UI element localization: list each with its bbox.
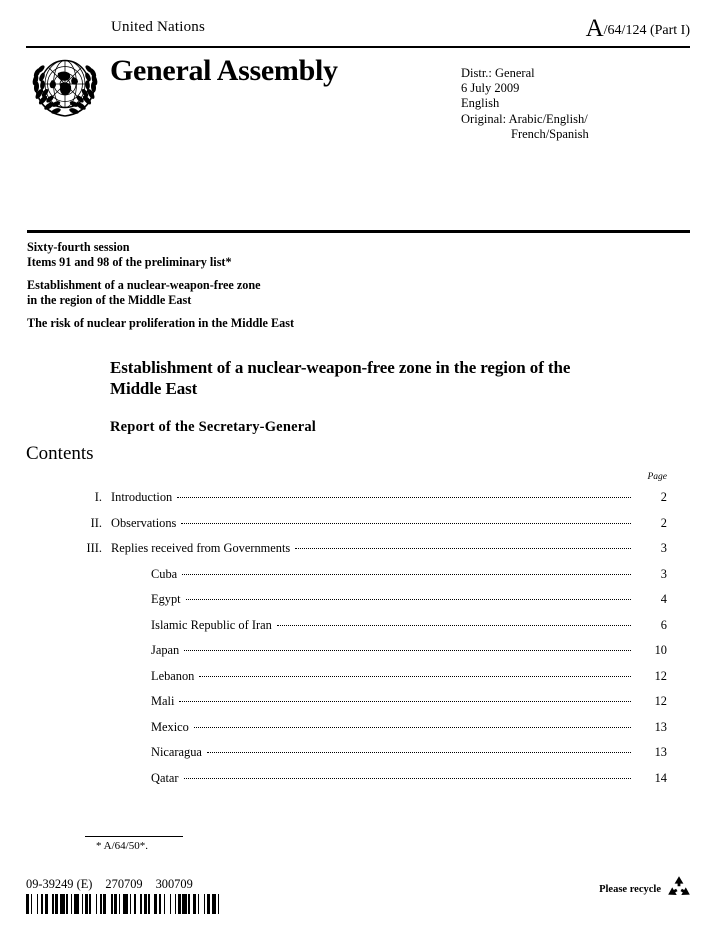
toc-entry[interactable] [26,592,671,618]
toc-entry[interactable] [26,745,671,771]
toc-entry[interactable] [26,490,671,516]
toc-leader-dots [184,650,631,651]
masthead-divider [26,46,690,48]
toc-entry-label: Observations [111,515,177,530]
toc-entry-label: Mexico [151,719,189,734]
toc-entry-label: Replies received from Governments [111,541,291,555]
toc-entry-label: Cuba [151,566,178,581]
un-emblem [28,53,102,119]
agenda-items-line: Items 91 and 98 of the preliminary list* [27,254,232,269]
footnote-divider [85,836,183,837]
toc-entry-page: 12 [654,668,667,683]
toc-entry-label: Japan [151,643,180,657]
distribution-original: Original: Arabic/English/ [461,111,588,126]
toc-entry-page: 14 [654,770,667,785]
session-number: Sixty-fourth session [27,240,130,254]
job-date-code-2: 300709 [155,877,193,891]
document-symbol-rest: /64/124 (Part I) [603,23,690,38]
toc-leader-dots [182,574,631,575]
distribution-language: English [461,96,500,111]
organization-name: United Nations [111,19,206,35]
toc-entry-label: Egypt [151,592,181,606]
document-subtitle: Report of the Secretary-General [110,419,317,435]
toc-entry-label: Nicaragua [151,745,202,759]
recycle-icon [666,875,692,904]
recycle-label: Please recycle [599,884,661,895]
distribution-date: 6 July 2009 [461,81,520,96]
toc-entry[interactable] [26,567,671,593]
toc-entry[interactable] [26,643,671,669]
page-column-header: Page [647,472,667,482]
job-number [26,877,193,892]
toc-entry-number: I. [94,490,102,504]
organ-name: General Assembly [110,54,338,87]
document-symbol [586,16,690,41]
toc-entry-page: 6 [660,617,667,632]
toc-entry[interactable] [26,516,671,542]
toc-leader-dots [199,676,631,677]
toc-entry-label: Qatar [151,770,179,785]
toc-entry-page: 10 [654,643,667,657]
recycle-notice [599,875,692,904]
toc-entry[interactable] [26,720,671,746]
session-block [27,240,294,331]
toc-leader-dots [181,523,631,524]
document-title: Establishment of a nuclear-weapon-free zone in the region of the Middle East [110,358,571,398]
toc-entry-page: 4 [660,592,667,606]
toc-entry-label: Mali [151,694,175,708]
toc-entry-number: III. [86,541,102,555]
job-number-code: 09-39249 (E) [26,877,93,891]
toc-entry-label: Introduction [111,490,173,504]
table-of-contents [26,472,671,796]
agenda-item-2: The risk of nuclear proliferation in the Middle East [27,316,294,331]
toc-leader-dots [179,701,631,702]
toc-entry[interactable] [26,669,671,695]
barcode [26,894,222,914]
toc-entry[interactable] [26,618,671,644]
toc-entry-label: Lebanon [151,668,195,683]
footnote-text: * A/64/50*. [96,840,148,852]
toc-entry[interactable] [26,541,671,567]
agenda-item-1-line2: in the region of the Middle East [27,292,192,307]
toc-leader-dots [186,599,631,600]
toc-entry-page: 3 [660,566,667,581]
distribution-block [461,66,589,142]
job-date-code-1: 270709 [105,877,143,891]
session-divider [27,230,690,233]
agenda-item-1-line1: Establishment of a nuclear-weapon-free zone [27,278,261,293]
toc-entry-page: 13 [654,719,667,734]
toc-entry-page: 2 [660,490,667,504]
toc-entry[interactable] [26,694,671,720]
toc-leader-dots [207,752,631,753]
toc-leader-dots [277,625,631,626]
distribution-original-continued: French/Spanish [511,126,589,141]
toc-entry-page: 12 [654,694,667,708]
toc-entry-label: Islamic Republic of Iran [151,617,272,632]
contents-heading: Contents [26,443,94,464]
toc-entry-page: 13 [654,745,667,759]
toc-leader-dots [295,548,631,549]
toc-rows [26,490,671,796]
toc-leader-dots [177,497,631,498]
toc-leader-dots [194,727,631,728]
distribution-line: Distr.: General [461,66,535,80]
toc-entry-page: 3 [660,541,667,555]
toc-leader-dots [184,778,631,779]
toc-entry-page: 2 [660,515,667,530]
document-symbol-prefix: A [585,15,604,42]
toc-entry[interactable] [26,771,671,797]
title-block [110,357,610,436]
toc-entry-number: II. [90,515,102,530]
